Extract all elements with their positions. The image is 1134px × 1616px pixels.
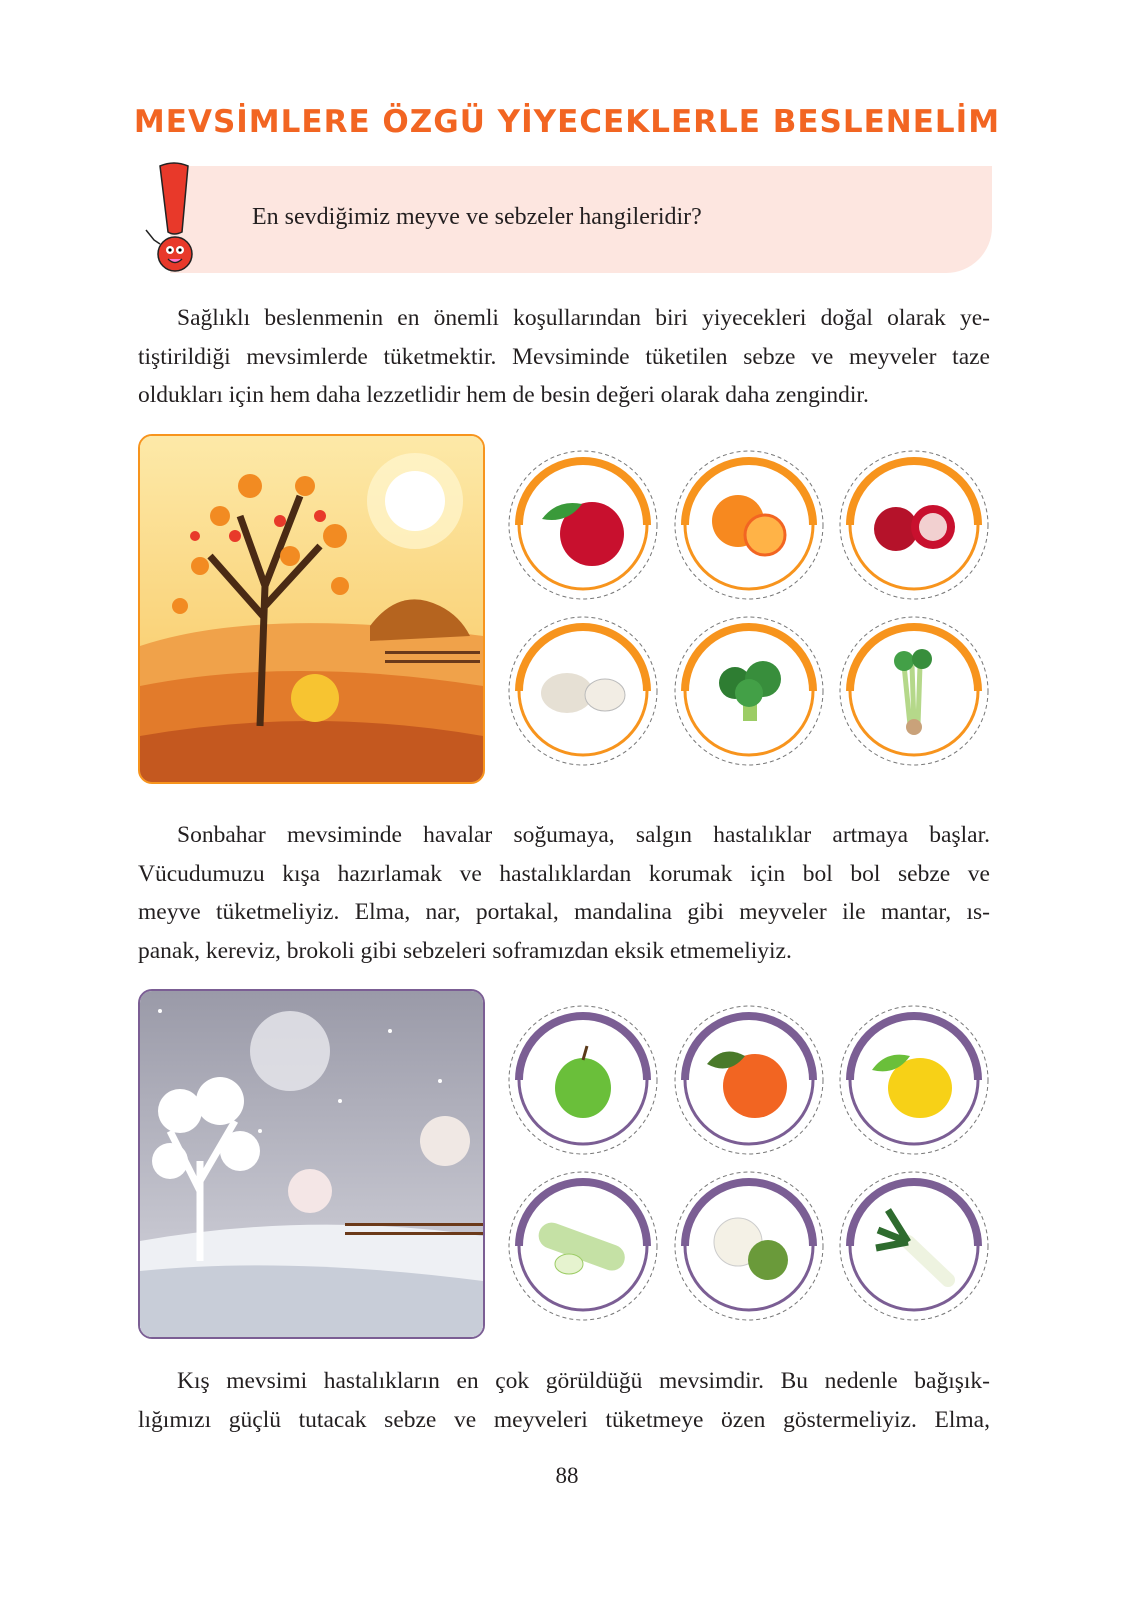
text-line: tiştirildiği mevsimlerde tüketmektir. Mevsiminde tüketilen sebze ve meyveler taze [138, 343, 990, 370]
orange-icon [673, 449, 825, 601]
winter-landscape-image [138, 989, 485, 1339]
leek-icon [838, 1170, 990, 1322]
text-line: lığımızı güçlü tutacak sebze ve meyveleri tüketmeye özen göstermeliyiz. Elma, [138, 1406, 990, 1433]
exclamation-mascot-icon [140, 162, 202, 277]
zucchini-icon [507, 1170, 659, 1322]
cauliflower-icon [673, 1170, 825, 1322]
text-line: Vücudumuzu kışa hazırlamak ve hastalıklardan korumak için bol bol sebze ve [138, 860, 990, 887]
winter-paragraph [138, 1362, 990, 1439]
autumn-landscape-image [138, 434, 485, 784]
page-title: MEVSİMLERE ÖZGÜ YİYECEKLERLE BESLENELİM [133, 104, 1001, 140]
text-line: oldukları için hem daha lezzetlidir hem de besin değeri olarak daha zengindir. [138, 382, 869, 408]
callout-question: En sevdiğimiz meyve ve sebzeler hangileridir? [252, 204, 702, 230]
page-number: 88 [555, 1463, 579, 1488]
question-callout [170, 166, 992, 273]
autumn-paragraph [138, 816, 990, 970]
text-line: Sağlıklı beslenmenin en önemli koşullarından biri yiyecekleri doğal olarak ye- [177, 305, 990, 331]
broccoli-icon [673, 615, 825, 767]
quince-icon [838, 1004, 990, 1156]
text-line: panak, kereviz, brokoli gibi sebzeleri soframızdan eksik etmemeliyiz. [138, 937, 792, 964]
apple-icon [507, 449, 659, 601]
text-line: Sonbahar mevsiminde havalar soğumaya, salgın hastalıklar artmaya başlar. [177, 822, 990, 848]
tangerine-icon [673, 1004, 825, 1156]
pomegranate-icon [838, 449, 990, 601]
text-line: meyve tüketmeliyiz. Elma, nar, portakal, mandalina gibi meyveler ile mantar, ıs- [138, 899, 990, 925]
green-apple-icon [507, 1004, 659, 1156]
mushroom-icon [507, 615, 659, 767]
intro-paragraph [138, 299, 990, 415]
celery-icon [838, 615, 990, 767]
text-line: Kış mevsimi hastalıkların en çok görüldüğü mevsimdir. Bu nedenle bağışık- [177, 1368, 990, 1394]
